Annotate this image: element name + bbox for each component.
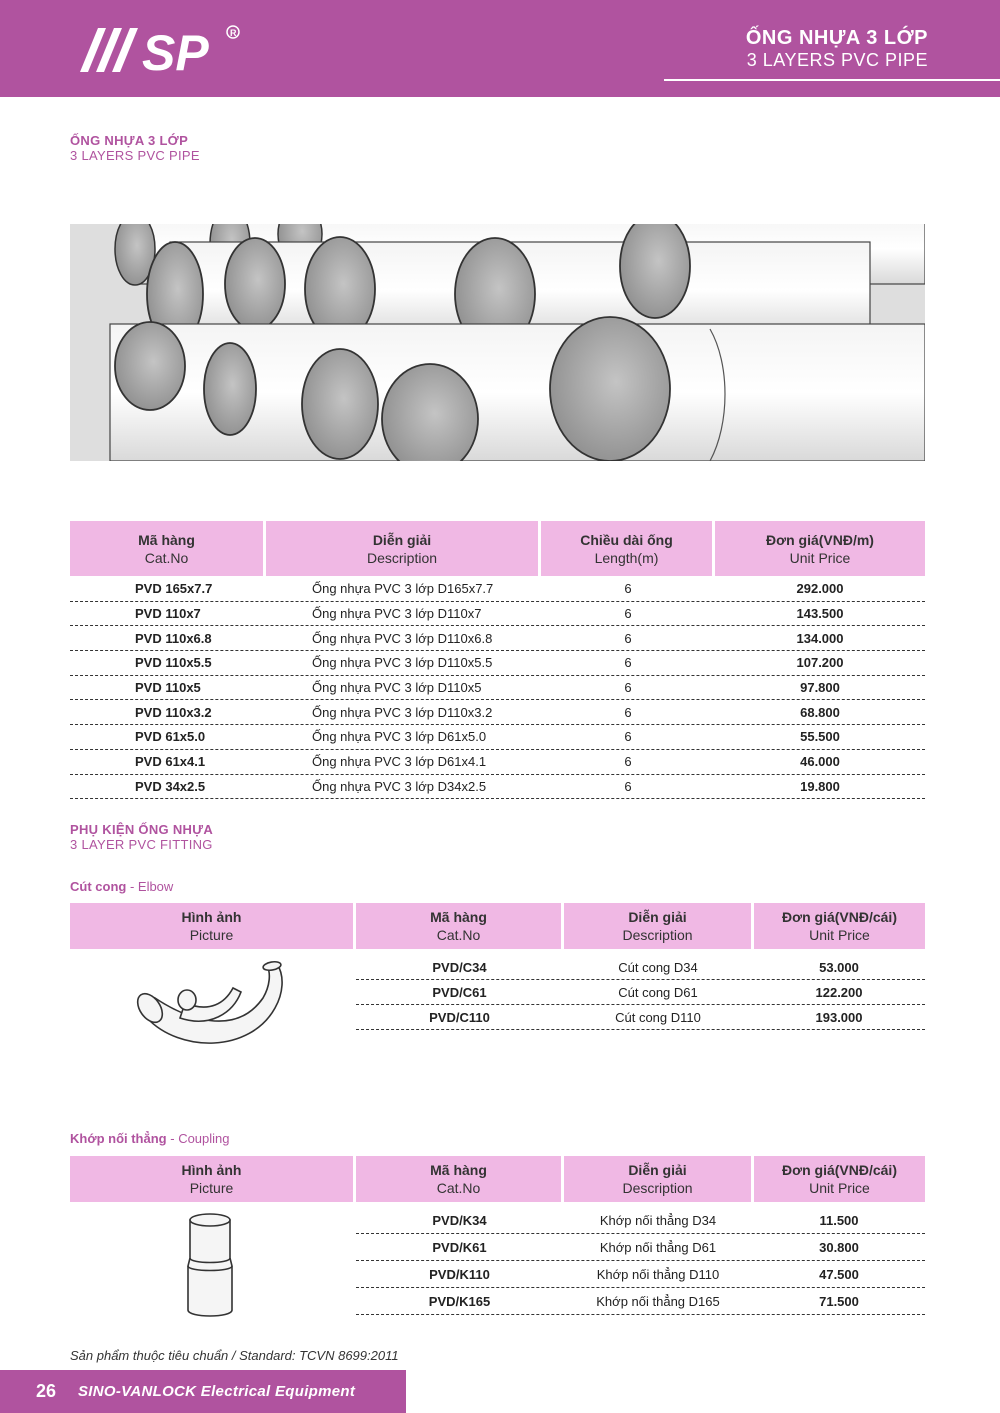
table-row: PVD/K165 Khớp nối thẳng D165 71.500: [356, 1288, 925, 1315]
table-row: PVD/K34 Khớp nối thẳng D34 11.500: [356, 1207, 925, 1234]
elbow-col-description: Diễn giải Description: [564, 903, 754, 949]
table-row: PVD/K61 Khớp nối thẳng D61 30.800: [356, 1234, 925, 1261]
coupling-picture: [180, 1210, 240, 1320]
elbow-table-body: [356, 955, 925, 1030]
page-footer: [0, 1370, 406, 1413]
table-row: PVD 110x3.2 Ống nhựa PVC 3 lớp D110x3.2 6 68.800: [70, 700, 925, 725]
table-row: PVD 110x5 Ống nhựa PVC 3 lớp D110x5 6 97.800: [70, 676, 925, 701]
company-name: SINO-VANLOCK Electrical Equipment: [78, 1383, 356, 1400]
coupling-col-picture: Hình ảnh Picture: [70, 1156, 356, 1202]
elbow-icon: [125, 958, 305, 1058]
table-row: PVD 34x2.5 Ống nhựa PVC 3 lớp D34x2.5 6 19.800: [70, 775, 925, 800]
pipe-col-catno: Mã hàng Cat.No: [70, 521, 266, 576]
fitting-section-title-vi: PHỤ KIỆN ỐNG NHỰA: [70, 822, 214, 837]
pipe-col-description: Diễn giải Description: [266, 521, 541, 576]
coupling-title-vi: Khớp nối thẳng: [70, 1131, 167, 1146]
logo-text: SP: [142, 25, 209, 80]
table-row: PVD 110x6.8 Ống nhựa PVC 3 lớp D110x6.8 6 134.000: [70, 626, 925, 651]
header-title-en: 3 LAYERS PVC PIPE: [746, 50, 928, 70]
header-divider: [664, 79, 1000, 81]
elbow-col-catno: Mã hàng Cat.No: [356, 903, 564, 949]
table-row: PVD 61x4.1 Ống nhựa PVC 3 lớp D61x4.1 6 46.000: [70, 750, 925, 775]
pvc-pipes-photo: [70, 224, 925, 461]
page-number: 26: [36, 1381, 57, 1401]
table-row: PVD 61x5.0 Ống nhựa PVC 3 lớp D61x5.0 6 55.500: [70, 725, 925, 750]
elbow-heading: [70, 879, 173, 894]
pipe-section-title-vi: ỐNG NHỰA 3 LỚP: [70, 133, 189, 148]
elbow-picture: [125, 958, 305, 1058]
elbow-title-en: - Elbow: [129, 879, 174, 894]
coupling-title-en: - Coupling: [170, 1131, 230, 1146]
pipe-table-header: [70, 521, 925, 576]
pipe-table-body: [70, 577, 925, 799]
elbow-col-picture: Hình ảnh Picture: [70, 903, 356, 949]
table-row: PVD 165x7.7 Ống nhựa PVC 3 lớp D165x7.7 6 292.000: [70, 577, 925, 602]
coupling-col-price: Đơn giá(VNĐ/cái) Unit Price: [782, 1162, 897, 1196]
pipe-col-length: Chiều dài ống Length(m): [541, 521, 715, 576]
table-row: PVD/C34 Cút cong D34 53.000: [356, 955, 925, 980]
fitting-section-heading: [70, 822, 213, 852]
pipe-section-heading: [70, 133, 200, 163]
coupling-table-body: [356, 1207, 925, 1315]
pipes-illustration: [70, 224, 925, 461]
page-header: [0, 0, 1000, 97]
coupling-col-catno: Mã hàng Cat.No: [356, 1156, 564, 1202]
coupling-table-header: [70, 1156, 925, 1202]
table-row: PVD/C110 Cút cong D110 193.000: [356, 1005, 925, 1030]
table-row: PVD/K110 Khớp nối thẳng D110 47.500: [356, 1261, 925, 1288]
table-row: PVD/C61 Cút cong D61 122.200: [356, 980, 925, 1005]
pipe-col-price: Đơn giá(VNĐ/m) Unit Price: [766, 531, 874, 566]
elbow-table-header: [70, 903, 925, 949]
standard-note: Sản phẩm thuộc tiêu chuẩn / Standard: TCVN 8699:2011: [70, 1348, 399, 1363]
pipe-section-title-en: 3 LAYERS PVC PIPE: [70, 148, 200, 163]
elbow-title-vi: Cút cong: [70, 879, 127, 894]
sp-logo: [66, 20, 246, 80]
coupling-heading: [70, 1131, 230, 1146]
coupling-icon: [180, 1210, 240, 1320]
header-title-vi: ỐNG NHỰA 3 LỚP: [745, 27, 928, 49]
svg-text:R: R: [230, 28, 237, 38]
elbow-col-price: Đơn giá(VNĐ/cái) Unit Price: [782, 909, 897, 943]
coupling-col-description: Diễn giải Description: [564, 1156, 754, 1202]
header-title: [746, 27, 928, 71]
fitting-section-title-en: 3 LAYER PVC FITTING: [70, 837, 213, 852]
table-row: PVD 110x5.5 Ống nhựa PVC 3 lớp D110x5.5 6 107.200: [70, 651, 925, 676]
table-row: PVD 110x7 Ống nhựa PVC 3 lớp D110x7 6 143.500: [70, 602, 925, 627]
